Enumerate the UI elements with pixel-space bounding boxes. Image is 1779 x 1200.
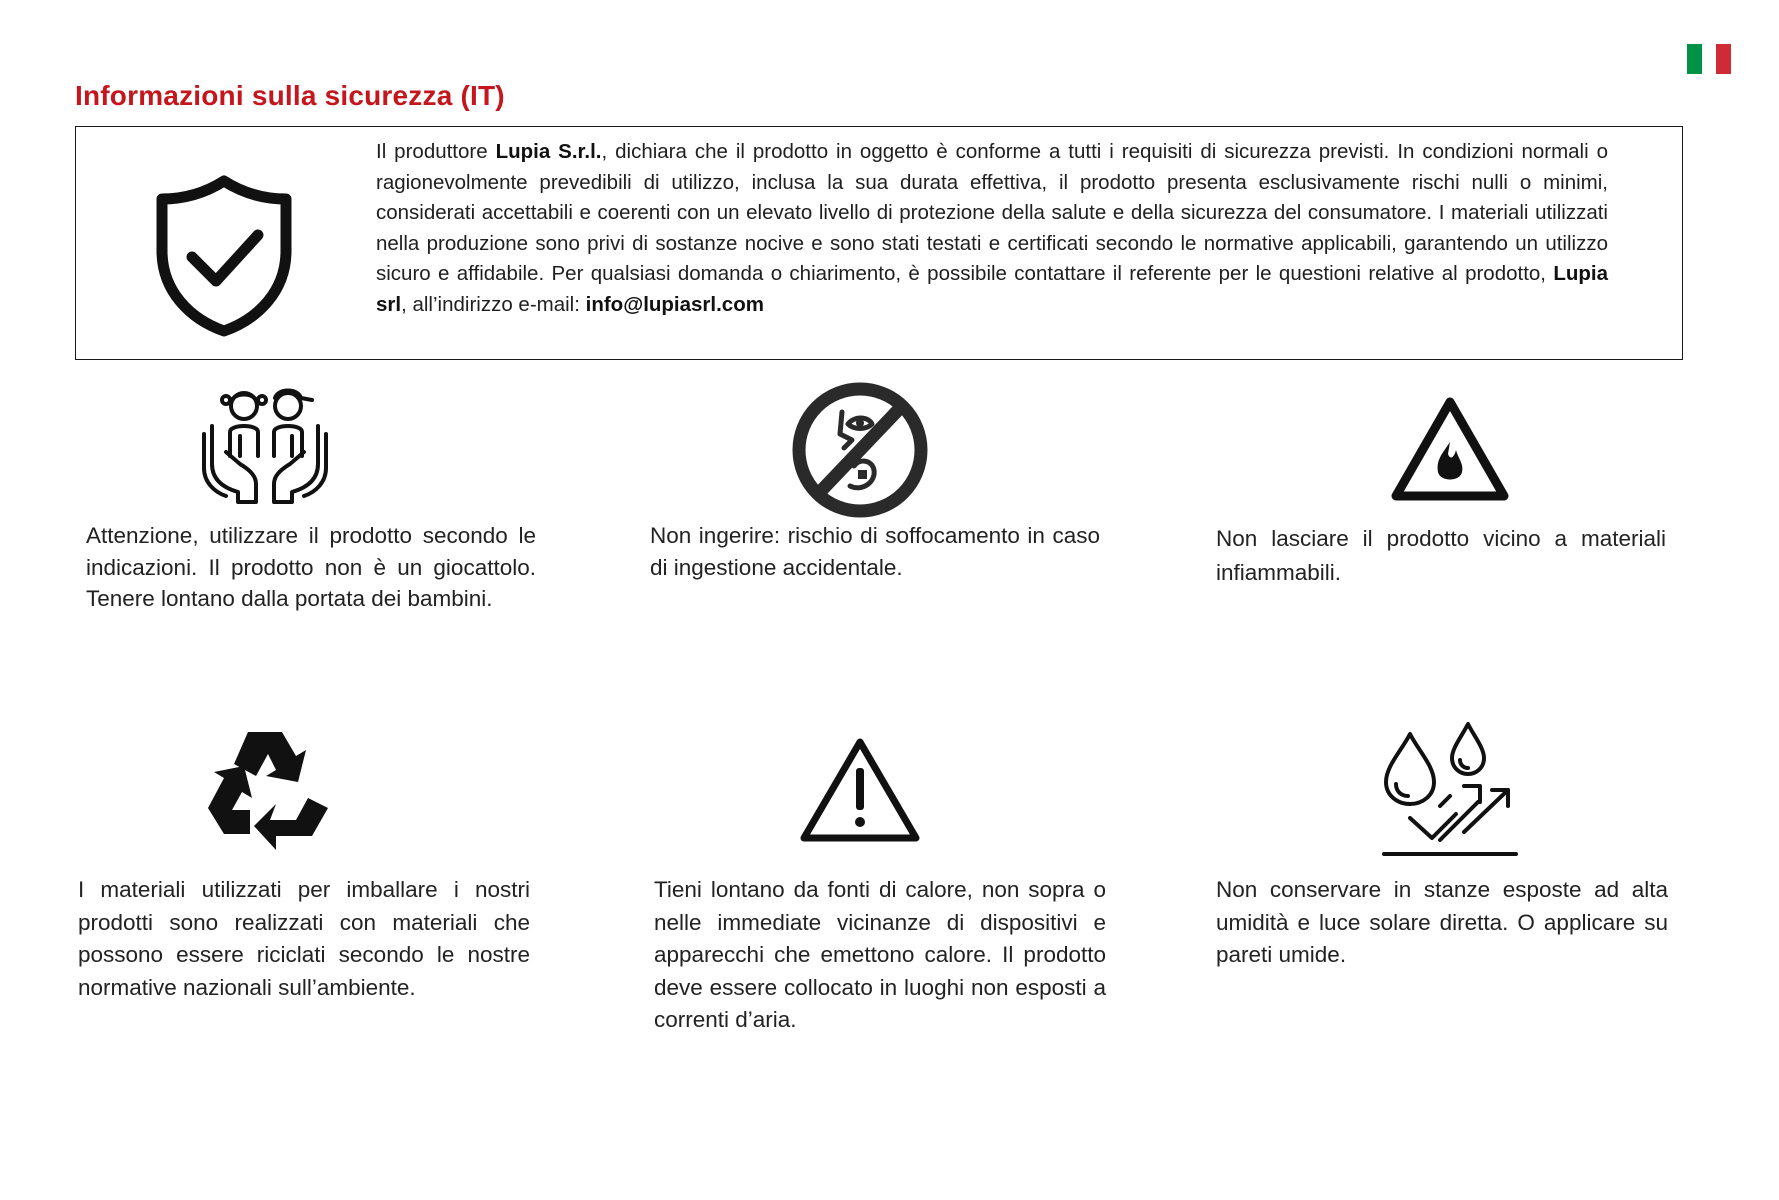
children-hands-icon (200, 384, 330, 504)
company-name-short: Lupia srl (376, 262, 1608, 316)
warning-text: I materiali utilizzati per imballare i nostri prodotti sono realizzati con materiali che possono essere riciclati secondo le nostre normative nazionali sull’ambiente. (78, 877, 530, 1000)
company-name: Lupia S.r.l. (495, 140, 602, 163)
declaration-text: Il produttore Lupia S.r.l., dichiara che il prodotto in oggetto è conforme a tutti i requisiti di sicurezza previsti. In condizioni normali o ragionevolmente prevedibili di utilizzo, inclusa la sua durata effettiva, il prodotto presenta esclusivamente rischi nulli o minimi, considerati accettabili e coerenti con un elevato livello di protezione della salute e della sicurezza del consumatore. I materiali utilizzati nella produzione sono privi di sostanze nocive e sono stati testati e certificati secondo le normative applicabili, garantendo un utilizzo sicuro e affidabile. Per qualsiasi domanda o chiarimento, è possibile contattare il referente per le questioni relative al prodotto, Lupia srl, all’indirizzo e-mail: info@lupiasrl.com (376, 140, 1608, 316)
page-title: Informazioni sulla sicurezza (IT) (75, 80, 505, 111)
warning-item-ingestion (650, 382, 1100, 592)
shield-check-icon (154, 173, 294, 337)
warning-item-heat (654, 734, 1106, 1074)
contact-email[interactable]: info@lupiasrl.com (585, 292, 764, 316)
humidity-icon (1380, 720, 1520, 860)
flag-green-stripe (1687, 44, 1702, 74)
no-swallow-icon (792, 382, 928, 518)
warning-item-children (86, 384, 536, 654)
warning-item-flammable (1216, 396, 1666, 596)
recycle-icon (204, 726, 334, 852)
flag-white-stripe (1702, 44, 1717, 74)
safety-declaration-box (75, 126, 1683, 360)
flag-red-stripe (1716, 44, 1731, 74)
flammable-warning-icon (1390, 396, 1510, 502)
warning-text: Non ingerire: rischio di soffocamento in caso di ingestione accidentale. (650, 523, 1100, 580)
warning-item-humidity (1216, 720, 1668, 980)
italian-flag-icon (1687, 44, 1731, 74)
warning-item-recycling (78, 726, 530, 1046)
warning-text: Attenzione, utilizzare il prodotto secondo le indicazioni. Il prodotto non è un giocattolo. Tenere lontano dalla portata dei bambini. (86, 523, 536, 611)
warning-text: Non lasciare il prodotto vicino a materiali infiammabili. (1216, 526, 1666, 585)
warning-triangle-icon (798, 734, 922, 846)
warning-text: Non conservare in stanze esposte ad alta umidità e luce solare diretta. O applicare su pareti umide. (1216, 877, 1668, 967)
warning-text: Tieni lontano da fonti di calore, non sopra o nelle immediate vicinanze di dispositivi e apparecchi che emettono calore. Il prodotto deve essere collocato in luoghi non esposti a correnti d’aria. (654, 877, 1106, 1032)
